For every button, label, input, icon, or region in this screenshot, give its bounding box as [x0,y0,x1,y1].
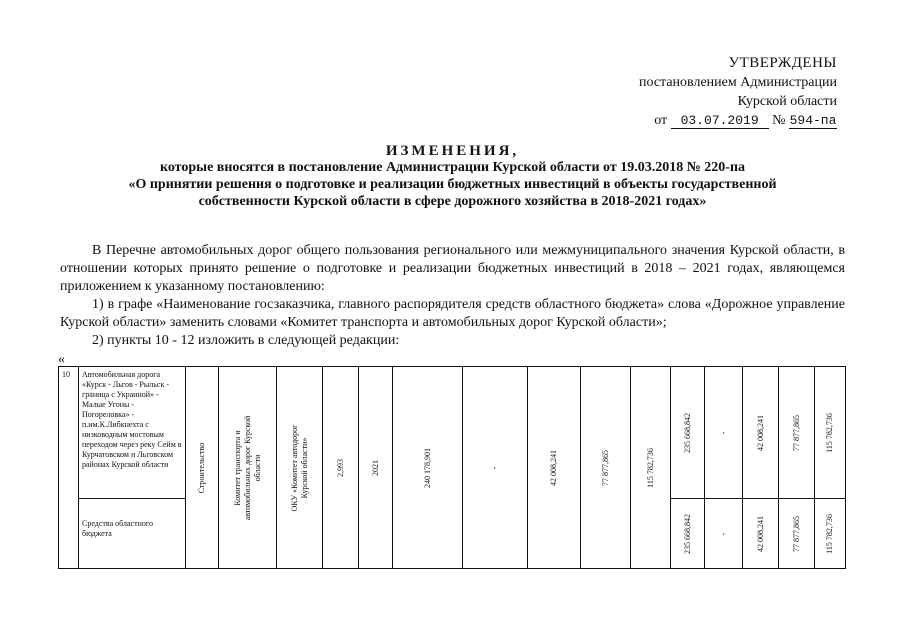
dash-value: - [490,466,499,469]
intro-paragraph: В Перечне автомобильных дорог общего пользования регионального или межмуниципального значения Курской области, в отношении которых принято решение о подготовке и реализации бюджетных инвестиций в 2018 – 2021 годах, являющемся приложением к указанному постановлению: [60,243,845,294]
title-line3: собственности Курской области в сфере дорожного хозяйства в 2018-2021 годах» [198,194,707,209]
estimate-value: 240 178,901 [422,447,432,488]
approval-line1: постановлением Администрации [639,75,837,90]
title-line1: которые вносятся в постановление Администрации Курской области от 19.03.2018 № 220-па [159,160,746,175]
date-prefix: от [654,113,668,128]
value-2021: 115 782,736 [825,412,834,453]
value-2019: 42 008,241 [549,449,558,486]
approval-block [537,54,837,130]
dash-value: - [718,532,728,535]
recipient-column [817,366,845,568]
object-name: Автомобильная дорога «Курск - Льгов - Рыльск - граница с Украиной» - Малые Угоны - Погореловка» - п.им.К.Либкнехта с низководным мостовым переходом через реку Сейм в Курчатовском и Льговском районах Курской области [82,370,182,469]
value-2020: 77 877,865 [600,449,610,486]
item-1-paragraph: 1) в графе «Наименование госзаказчика, главного распорядителя средств областного бюджета» слова «Дорожное управление Курской области» заменить словами «Комитет транспорта и автомобильных дорог Курской области»; [60,297,845,330]
approval-date: 03.07.2019 [671,114,769,129]
total-value: 235 668,842 [682,412,692,453]
dash-value: - [718,431,728,434]
value-2019: 42 008,241 [755,515,765,552]
funding-source: Средства областного бюджета [82,519,153,538]
customer-name: Комитет транспорта и автомобильных дорог Курской области [232,415,262,520]
table-row [59,367,846,499]
approval-line2: Курской области [737,94,837,109]
value-2021: 115 782,736 [825,513,834,554]
item-2-paragraph: 2) пункты 10 - 12 изложить в следующей редакции: [92,333,400,348]
capacity-value: 2,993 [335,458,345,477]
total-value: 235 668,842 [682,513,692,554]
document-title: ИЗМЕНЕНИЯ, [385,143,520,159]
value-2021: 115 782,736 [645,447,655,488]
title-line2: «О принятии решения о подготовке и реализации бюджетных инвестиций в объекты государственной [128,177,777,192]
approval-number: 594-па [789,113,837,128]
approval-date-line [537,111,837,130]
roads-table [58,366,846,569]
value-2020: 77 877,865 [791,414,801,451]
value-2020: 77 877,865 [791,515,801,552]
developer-name: ОКУ «Комитет автодорог Курской области» [289,424,309,511]
number-prefix: № [772,113,786,128]
open-quote: « [58,352,65,367]
approval-heading: УТВЕРЖДЕНЫ [728,55,837,71]
work-type: Строительство [197,442,206,493]
year-value: 2021 [370,459,380,476]
row-number: 10 [62,370,70,379]
value-2019: 42 008,241 [755,414,765,451]
